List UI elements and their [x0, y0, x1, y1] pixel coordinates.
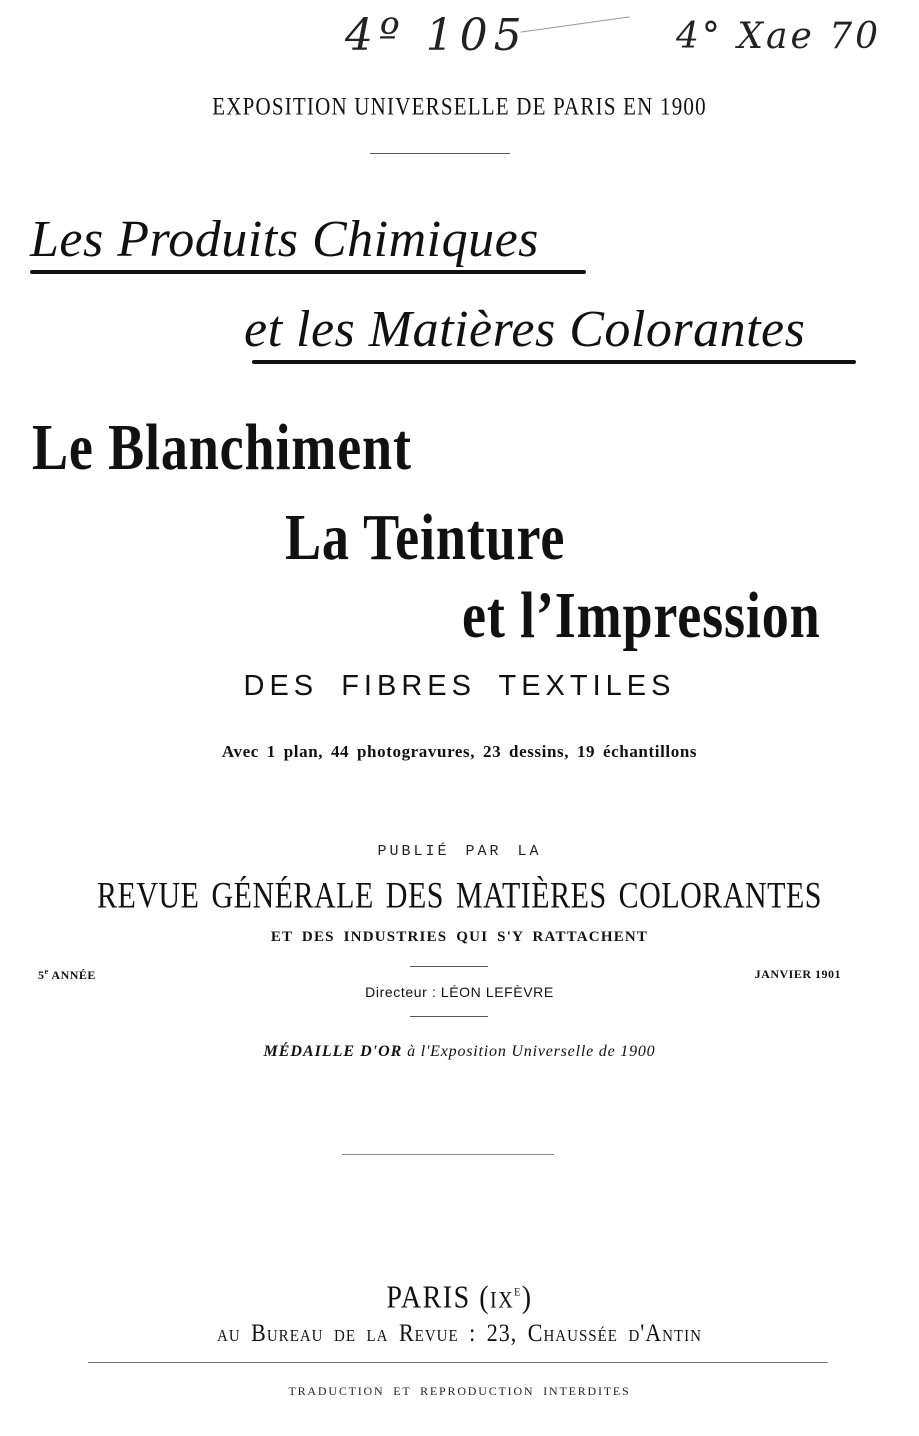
rights-notice: TRADUCTION ET REPRODUCTION INTERDITES [288, 1384, 631, 1398]
exposition-heading: EXPOSITION UNIVERSELLE DE PARIS EN 1900 [212, 91, 707, 121]
medal-line [0, 1043, 919, 1061]
volume-year [38, 967, 96, 983]
handwritten-catalog-number: 4º 105 [345, 10, 528, 61]
main-title-line-1: Le Blanchiment [32, 411, 412, 484]
published-by-label: PUBLIÉ PAR LA [377, 843, 542, 860]
handwritten-stroke [520, 16, 629, 32]
main-title-line-3: et l’Impression [462, 579, 821, 652]
underline-swash-1 [30, 270, 586, 274]
main-title-line-2: La Teinture [285, 501, 566, 574]
divider-rule [410, 966, 488, 967]
series-title-line-1: Les Produits Chimiques [30, 211, 539, 268]
divider-rule [410, 1016, 488, 1017]
medal-text: à l'Exposition Universelle de 1900 [402, 1043, 656, 1060]
medal-label: MÉDAILLE D'OR [263, 1043, 403, 1060]
divider-rule [342, 1154, 554, 1155]
illustrations-note: Avec 1 plan, 44 photogravures, 23 dessins, 19 échantillons [221, 742, 698, 761]
volume-year-number: 5 [38, 968, 45, 982]
imprint-city [0, 1280, 919, 1317]
main-subtitle: DES FIBRES TEXTILES [243, 670, 676, 702]
volume-year-suffix: e [44, 967, 49, 976]
issue-date: JANVIER 1901 [754, 967, 841, 981]
revue-subtitle: ET DES INDUSTRIES QUI S'Y RATTACHENT [270, 929, 649, 945]
handwritten-shelfmark: 4° Xae 70 [676, 16, 881, 57]
revue-name: REVUE GÉNÉRALE DES MATIÈRES COLORANTES [97, 876, 822, 917]
director-line: Directeur : LÉON LEFÈVRE [365, 984, 554, 1000]
volume-year-label: ANNÉE [51, 968, 96, 982]
imprint-rule [88, 1362, 828, 1363]
series-title-line-2: et les Matières Colorantes [244, 301, 806, 358]
arrondissement: $(ix^e)$ [479, 1280, 533, 1316]
imprint-address: au Bureau de la Revue : 23, Chaussée d'Antin [217, 1318, 702, 1347]
divider-rule [370, 153, 510, 154]
underline-swash-2 [252, 360, 856, 364]
city-name: PARIS [386, 1280, 471, 1316]
